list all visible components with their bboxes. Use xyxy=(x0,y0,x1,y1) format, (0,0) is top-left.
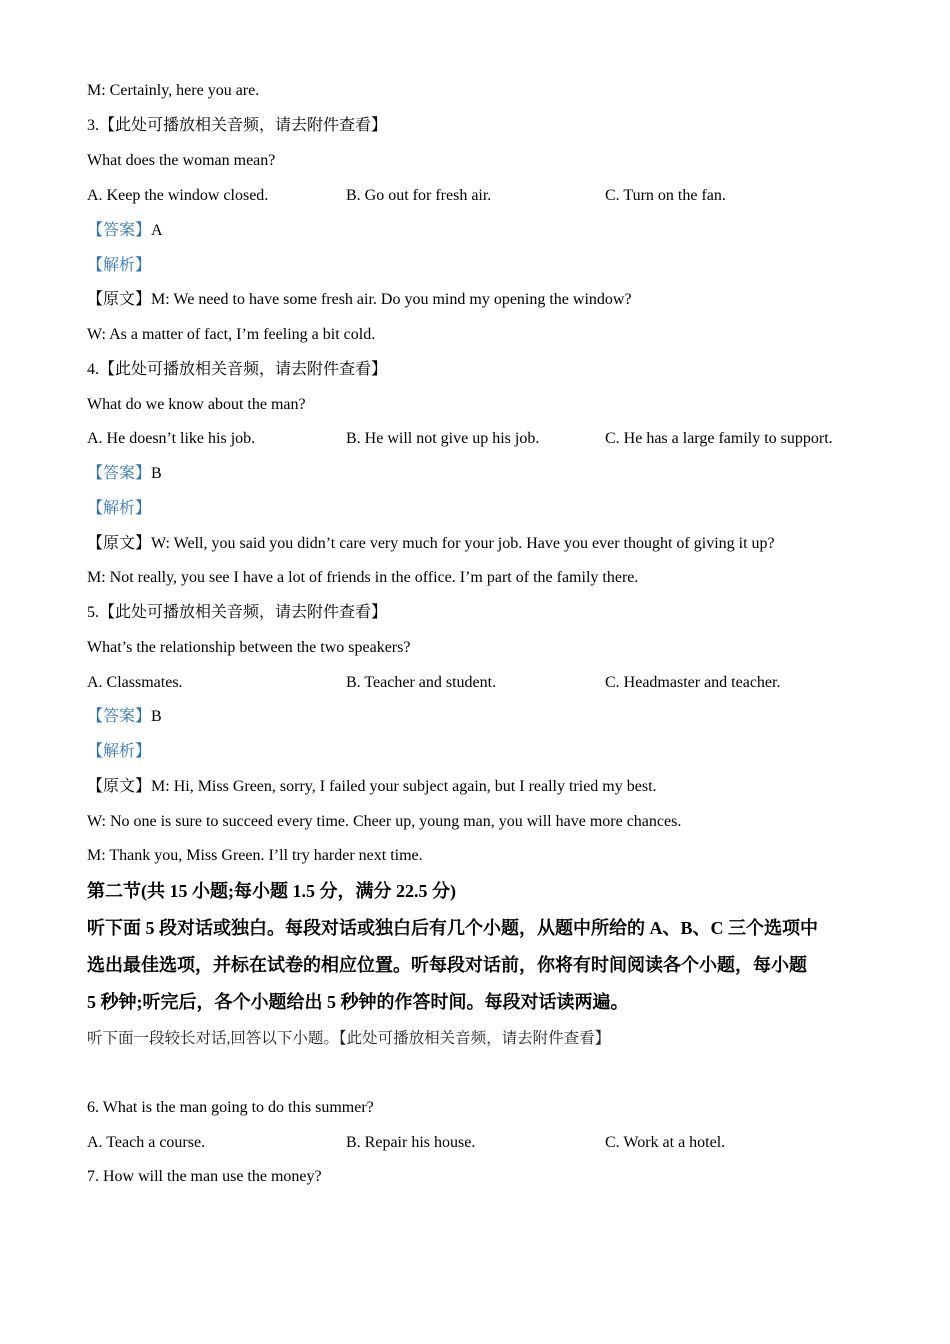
section-instructions-3: 5 秒钟;听完后，各个小题给出 5 秒钟的作答时间。每段对话读两遍。 xyxy=(87,992,629,1012)
q3-header: 3.【此处可播放相关音频，请去附件查看】 xyxy=(87,117,388,134)
q3-question: What does the woman mean? xyxy=(87,152,276,169)
original-label: 【原文】 xyxy=(87,291,152,308)
q3-option-b: B. Go out for fresh air. xyxy=(346,187,492,204)
q4-header: 4.【此处可播放相关音频，请去附件查看】 xyxy=(87,361,388,378)
section-note: 听下面一段较长对话,回答以下小题。【此处可播放相关音频，请去附件查看】 xyxy=(87,1030,611,1047)
answer-value: B xyxy=(151,708,162,725)
q6-option-c: C. Work at a hotel. xyxy=(605,1134,726,1151)
transcript-text: W: Well, you said you didn’t care very much for your job. Have you ever thought of giving it up? xyxy=(151,535,775,552)
section-title: 第二节(共 15 小题;每小题 1.5 分，满分 22.5 分) xyxy=(87,881,456,901)
q2-transcript-line: M: Certainly, here you are. xyxy=(87,82,260,99)
q4-option-c: C. He has a large family to support. xyxy=(605,430,833,447)
q5-transcript-1 xyxy=(87,777,657,797)
q3-analysis-label: 【解析】 xyxy=(87,257,152,274)
answer-value: B xyxy=(151,465,162,482)
answer-value: A xyxy=(151,222,163,239)
q5-question: What’s the relationship between the two speakers? xyxy=(87,639,411,656)
q6-option-a: A. Teach a course. xyxy=(87,1134,206,1151)
q5-transcript-2: W: No one is sure to succeed every time. Cheer up, young man, you will have more chances. xyxy=(87,813,682,830)
q4-transcript-1 xyxy=(87,534,775,554)
transcript-text: M: Hi, Miss Green, sorry, I failed your subject again, but I really tried my best. xyxy=(151,778,657,795)
q5-header: 5.【此处可播放相关音频，请去附件查看】 xyxy=(87,604,388,621)
q6-question: 6. What is the man going to do this summer? xyxy=(87,1099,374,1116)
q4-option-b: B. He will not give up his job. xyxy=(346,430,540,447)
q5-answer xyxy=(87,707,162,727)
transcript-text: M: We need to have some fresh air. Do you mind my opening the window? xyxy=(151,291,632,308)
answer-label: 【答案】 xyxy=(87,465,152,482)
q5-option-c: C. Headmaster and teacher. xyxy=(605,674,781,691)
answer-label: 【答案】 xyxy=(87,222,152,239)
section-instructions-2: 选出最佳选项，并标在试卷的相应位置。听每段对话前，你将有时间阅读各个小题，每小题 xyxy=(87,955,807,975)
q5-option-b: B. Teacher and student. xyxy=(346,674,497,691)
q5-option-a: A. Classmates. xyxy=(87,674,183,691)
q4-analysis-label: 【解析】 xyxy=(87,500,152,517)
q3-option-a: A. Keep the window closed. xyxy=(87,187,269,204)
q3-option-c: C. Turn on the fan. xyxy=(605,187,726,204)
q5-transcript-3: M: Thank you, Miss Green. I’ll try harder next time. xyxy=(87,847,423,864)
q6-option-b: B. Repair his house. xyxy=(346,1134,476,1151)
q7-question: 7. How will the man use the money? xyxy=(87,1168,322,1185)
q3-transcript-2: W: As a matter of fact, I’m feeling a bit cold. xyxy=(87,326,376,343)
answer-label: 【答案】 xyxy=(87,708,152,725)
q4-transcript-2: M: Not really, you see I have a lot of friends in the office. I’m part of the family there. xyxy=(87,569,639,586)
q5-analysis-label: 【解析】 xyxy=(87,743,152,760)
q4-option-a: A. He doesn’t like his job. xyxy=(87,430,256,447)
q3-transcript-1 xyxy=(87,290,632,310)
section-instructions-1: 听下面 5 段对话或独白。每段对话或独白后有几个小题，从题中所给的 A、B、C 三个选项中 xyxy=(87,918,818,938)
q4-answer xyxy=(87,464,162,484)
original-label: 【原文】 xyxy=(87,778,152,795)
q3-answer xyxy=(87,221,163,241)
q4-question: What do we know about the man? xyxy=(87,396,306,413)
original-label: 【原文】 xyxy=(87,535,152,552)
